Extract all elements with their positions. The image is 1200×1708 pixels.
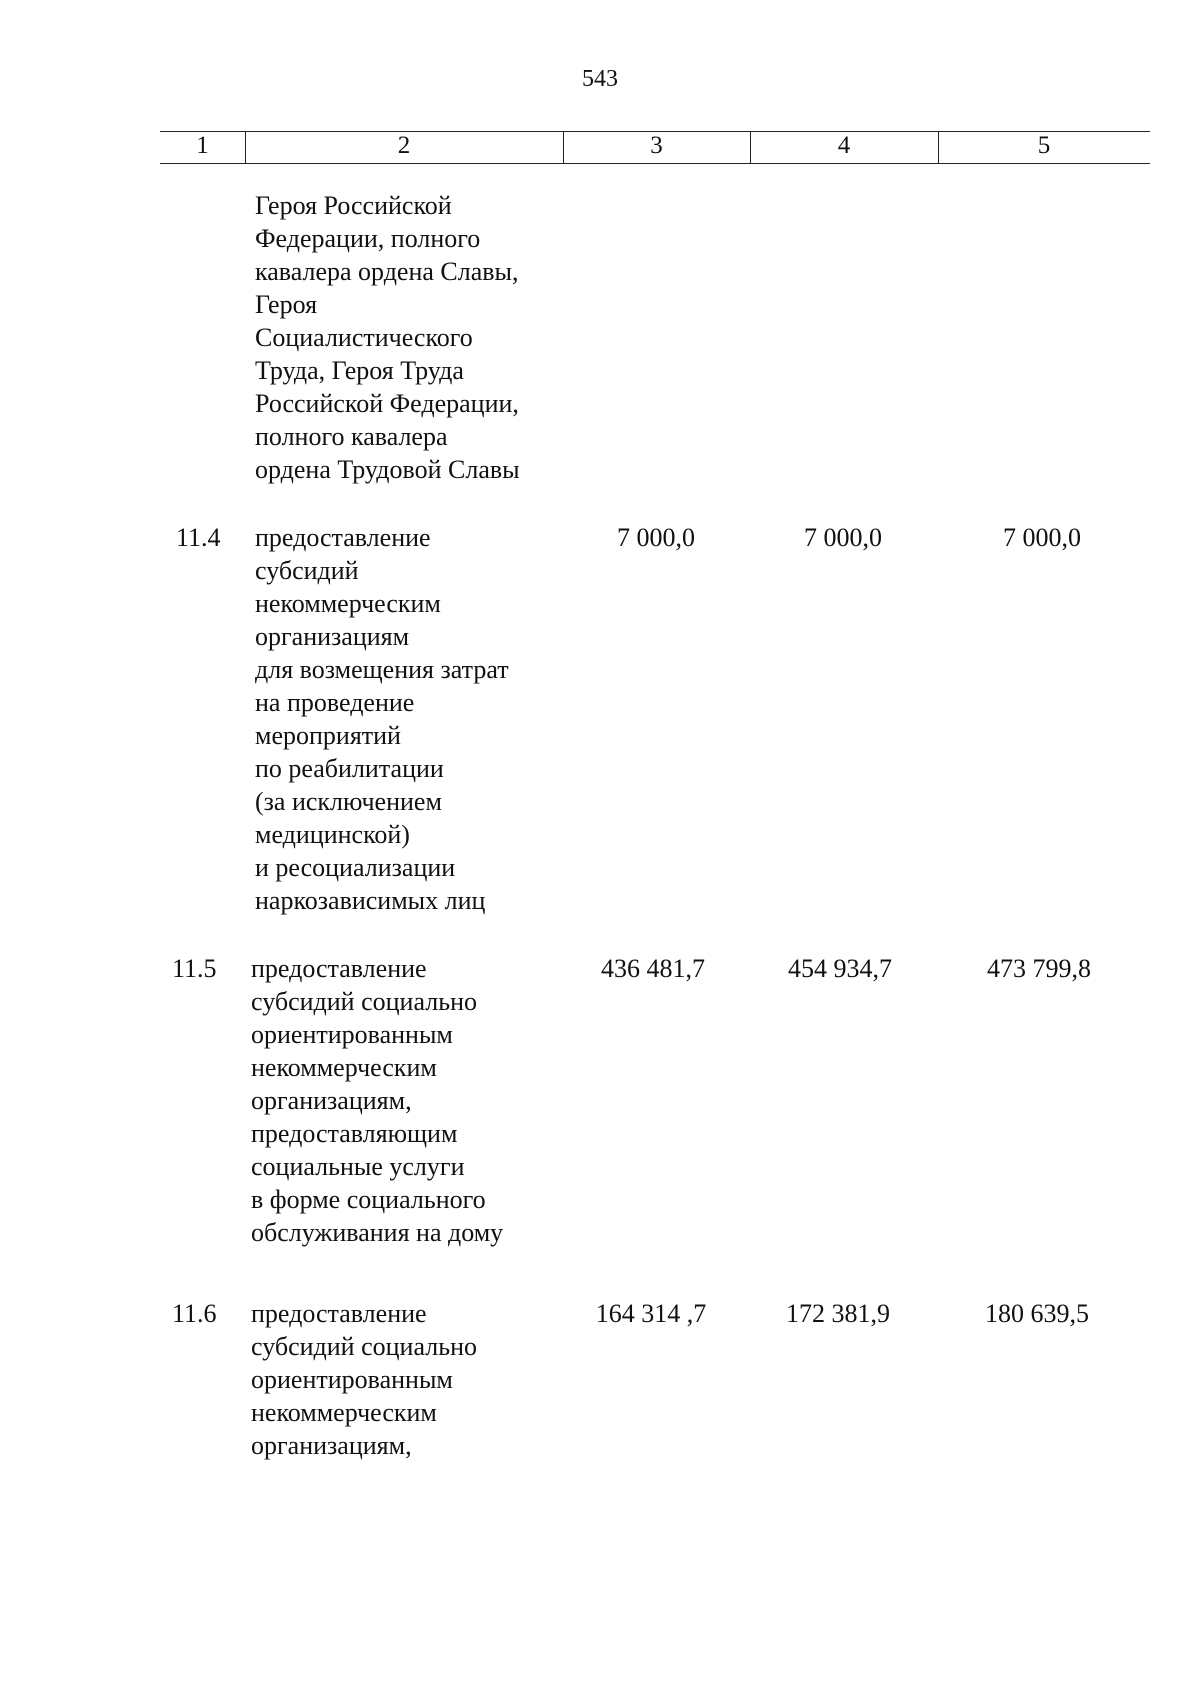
table-row-description: предоставление субсидий некоммерческим организациям для возмещения затрат на проведение мероприятий по реабилитации (за исключением медицинской) и ресоциализации наркозависимых лиц [255,523,509,915]
table-header [160,131,1150,164]
table-cell-col5: 180 639,5 [985,1299,1089,1328]
header-col-4: 4 [837,132,851,159]
table-cell-col5: 7 000,0 [1003,523,1081,552]
table-row-description: предоставление субсидий социально ориентированным некоммерческим организациям, предоставляющим социальные услуги в форме социального обслуживания на дому [251,954,504,1247]
header-col-1: 1 [196,132,209,159]
table-cell-col3: 436 481,7 [601,954,705,983]
table-cell-col3: 164 314 ,7 [595,1299,707,1328]
header-col-2: 2 [397,132,411,159]
table-cell-col5: 473 799,8 [987,954,1091,983]
page-number: 543 [582,66,618,92]
header-col-3: 3 [650,132,663,159]
table-cell-col3: 7 000,0 [617,523,695,552]
table-row-number: 11.5 [172,954,217,983]
table-cell-col4: 172 381,9 [786,1299,890,1328]
table-row-description: предоставление субсидий социально ориентированным некоммерческим организациям, [251,1299,477,1460]
table-cell-col4: 454 934,7 [788,954,892,983]
table-row-description: Героя Российской Федерации, полного кавалера ордена Славы, Героя Социалистического Труда, Героя Труда Российской Федерации, полного кавалера ордена Трудовой Славы [255,191,520,484]
table-cell-col4: 7 000,0 [804,523,882,552]
header-col-5: 5 [1037,132,1051,159]
table-row-number: 11.4 [176,523,221,552]
table-row-number: 11.6 [172,1299,217,1328]
